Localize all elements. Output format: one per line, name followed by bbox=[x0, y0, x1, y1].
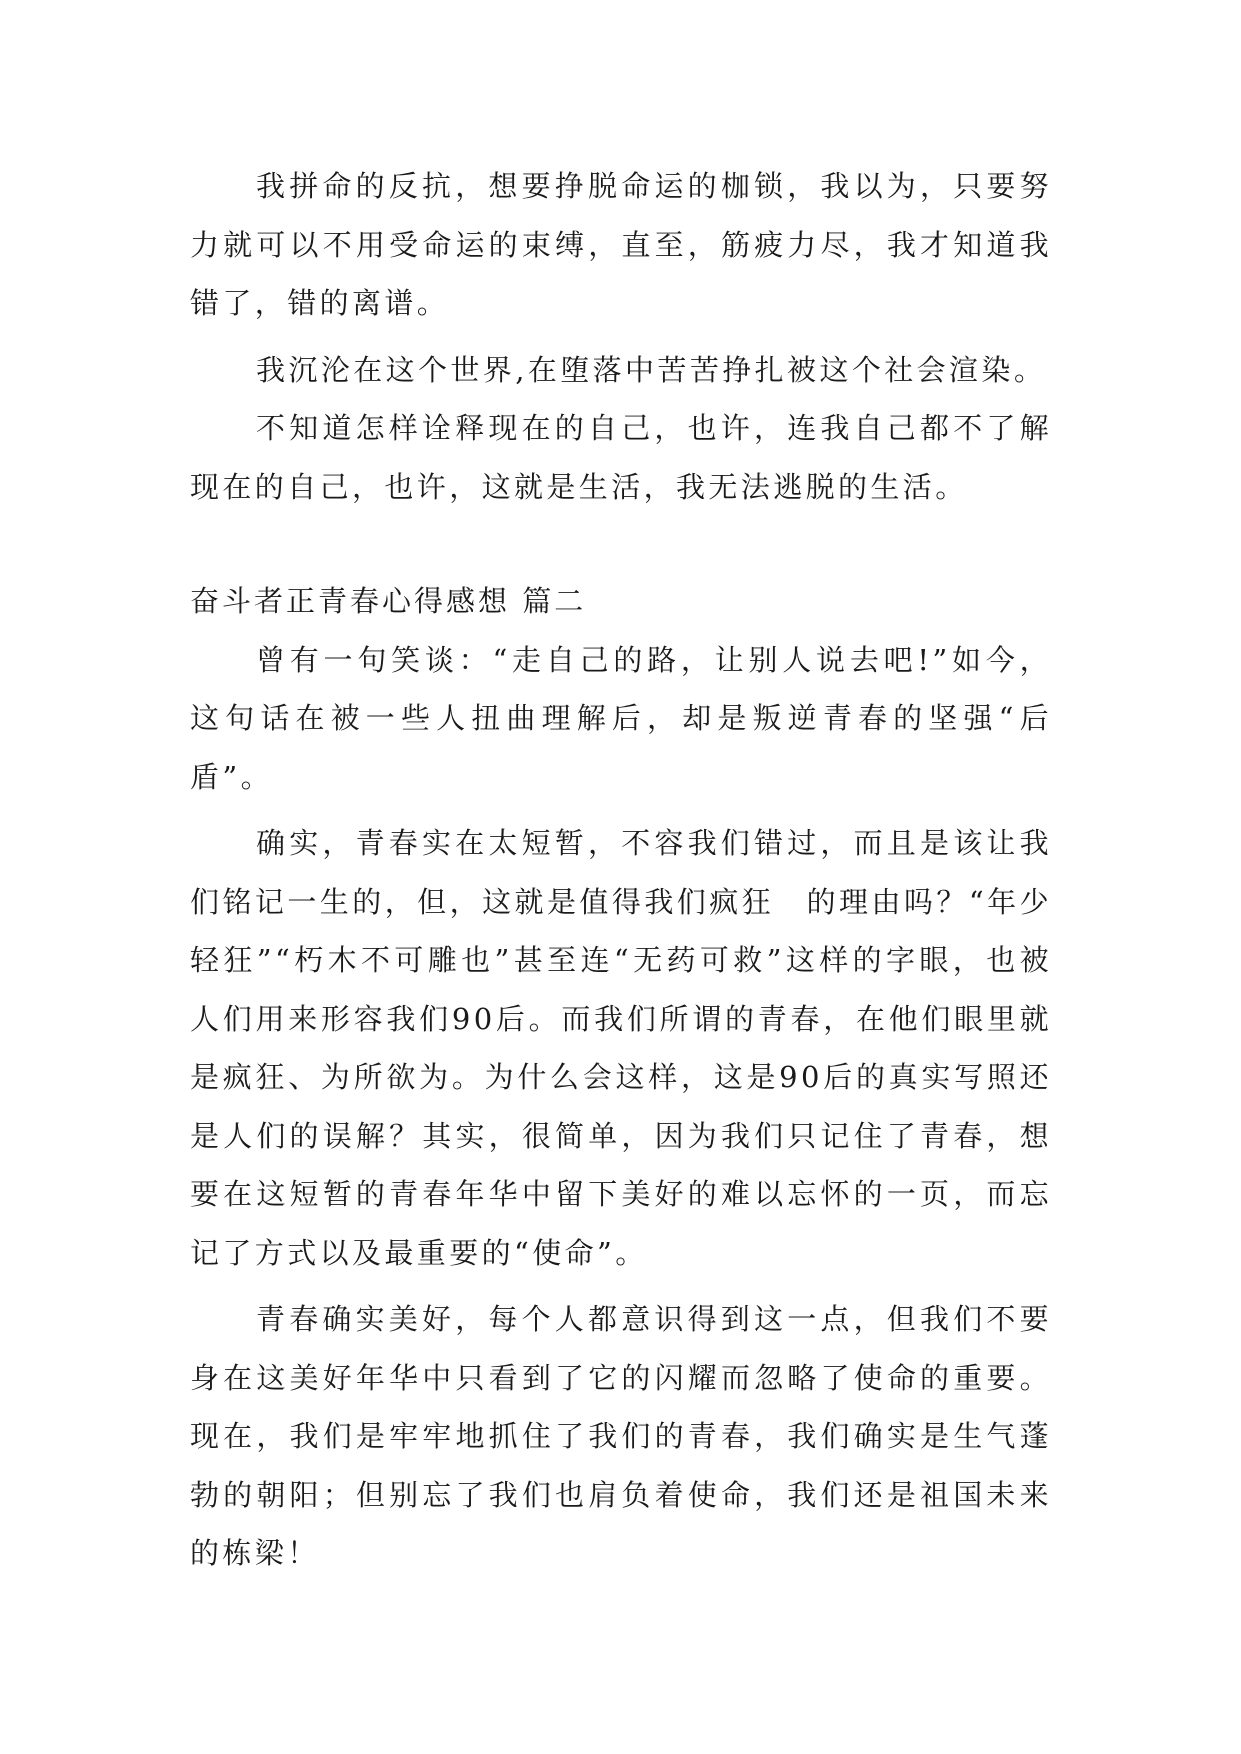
paragraph-life: 不知道怎样诠释现在的自己，也许，连我自己都不了解现在的自己，也许，这就是生活，我无法逃脱的生活。 bbox=[190, 411, 1052, 504]
paragraph-youth-short: 确实，青春实在太短暂，不容我们错过，而且是该让我们铭记一生的，但，这就是值得我们疯狂 的理由吗？“年少轻狂”“朽木不可雕也”甚至连“无药可救”这样的字眼，也被人们用来形容我们90后。而我们所谓的青春，在他们眼里就是疯狂、为所欲为。为什么会这样，这是90后的真实写照还是人们的误解？其实，很简单，因为我们只记住了青春，想要在这短暂的青春年华中留下美好的难以忘怀的一页，而忘记了方式以及最重要的“使命”。 bbox=[190, 826, 1052, 1270]
paragraph-sink: 我沉沦在这个世界,在堕落中苦苦挣扎被这个社会渲染。 bbox=[256, 352, 1047, 387]
document-body bbox=[190, 157, 1052, 1583]
section-heading: 奋斗者正青春心得感想 篇二 bbox=[190, 584, 587, 618]
paragraph-struggle: 我拼命的反抗，想要挣脱命运的枷锁，我以为，只要努力就可以不用受命运的束缚，直至，筋疲力尽，我才知道我错了，错的离谱。 bbox=[190, 169, 1052, 320]
paragraph-youth-beautiful: 青春确实美好，每个人都意识得到这一点，但我们不要身在这美好年华中只看到了它的闪耀而忽略了使命的重要。现在，我们是牢牢地抓住了我们的青春，我们确实是生气蓬勃的朝阳；但别忘了我们也肩负着使命，我们还是祖国未来的栋梁！ bbox=[190, 1302, 1052, 1570]
paragraph-joke: 曾有一句笑谈：“走自己的路，让别人说去吧!”如今，这句话在被一些人扭曲理解后，却是叛逆青春的坚强“后盾”。 bbox=[190, 642, 1052, 794]
